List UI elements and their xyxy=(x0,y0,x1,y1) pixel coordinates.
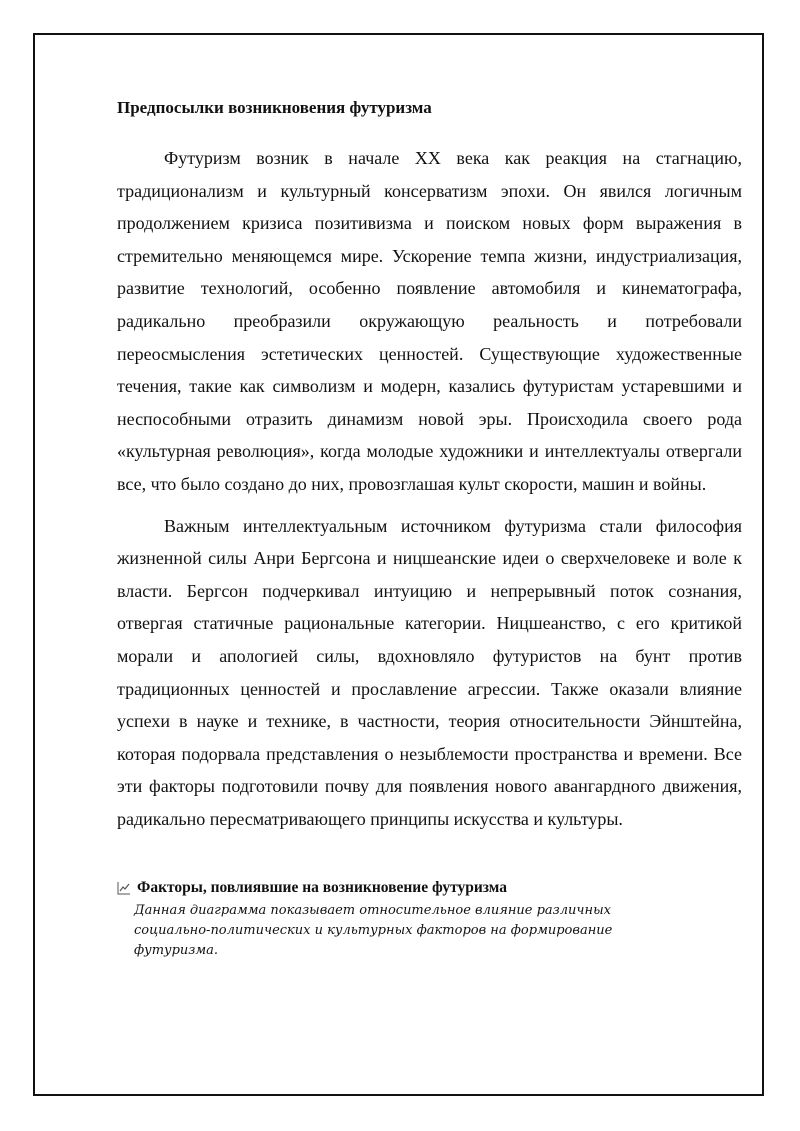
figure-block xyxy=(117,878,742,961)
figure-title-row xyxy=(117,878,742,898)
figure-caption: Данная диаграмма показывает относительное влияние различных социально-политических и культурных факторов на формирование футуризма. xyxy=(134,903,613,958)
paragraph-2: Важным интеллектуальным источником футуризма стали философия жизненной силы Анри Бергсона и ницшеанские идеи о сверхчеловеке и воле к власти. Бергсон подчеркивал интуицию и непрерывный поток сознания, отвергая статичные рациональные категории. Ницшеанство, с его критикой морали и апологией силы, вдохновляло футуристов на бунт против традиционных ценностей и прославление агрессии. Также оказали влияние успехи в науке и технике, в частности, теория относительности Эйнштейна, которая подорвала представления о незыблемости пространства и времени. Все эти факторы подготовили почву для появления нового авангардного движения, радикально пересматривающего принципы искусства и культуры. xyxy=(117,515,742,829)
section-heading: Предпосылки возникновения футуризма xyxy=(117,98,432,117)
document-body xyxy=(117,96,742,844)
chart-line-icon xyxy=(117,881,131,895)
paragraph-1: Футуризм возник в начале XX века как реакция на стагнацию, традиционализм и культурный консерватизм эпохи. Он явился логичным продолжением кризиса позитивизма и поиском новых форм выражения в стремительно меняющемся мире. Ускорение темпа жизни, индустриализация, развитие технологий, особенно появление автомобиля и кинематографа, радикально преобразили окружающую реальность и потребовали переосмысления эстетических ценностей. Существующие художественные течения, такие как символизм и модерн, казались футуристам устаревшими и неспособными отразить динамизм новой эры. Происходила своего рода «культурная революция», когда молодые художники и интеллектуалы отвергали все, что было создано до них, провозглашая культ скорости, машин и войны. xyxy=(117,148,742,494)
figure-title: Факторы, повлиявшие на возникновение футуризма xyxy=(137,879,508,896)
